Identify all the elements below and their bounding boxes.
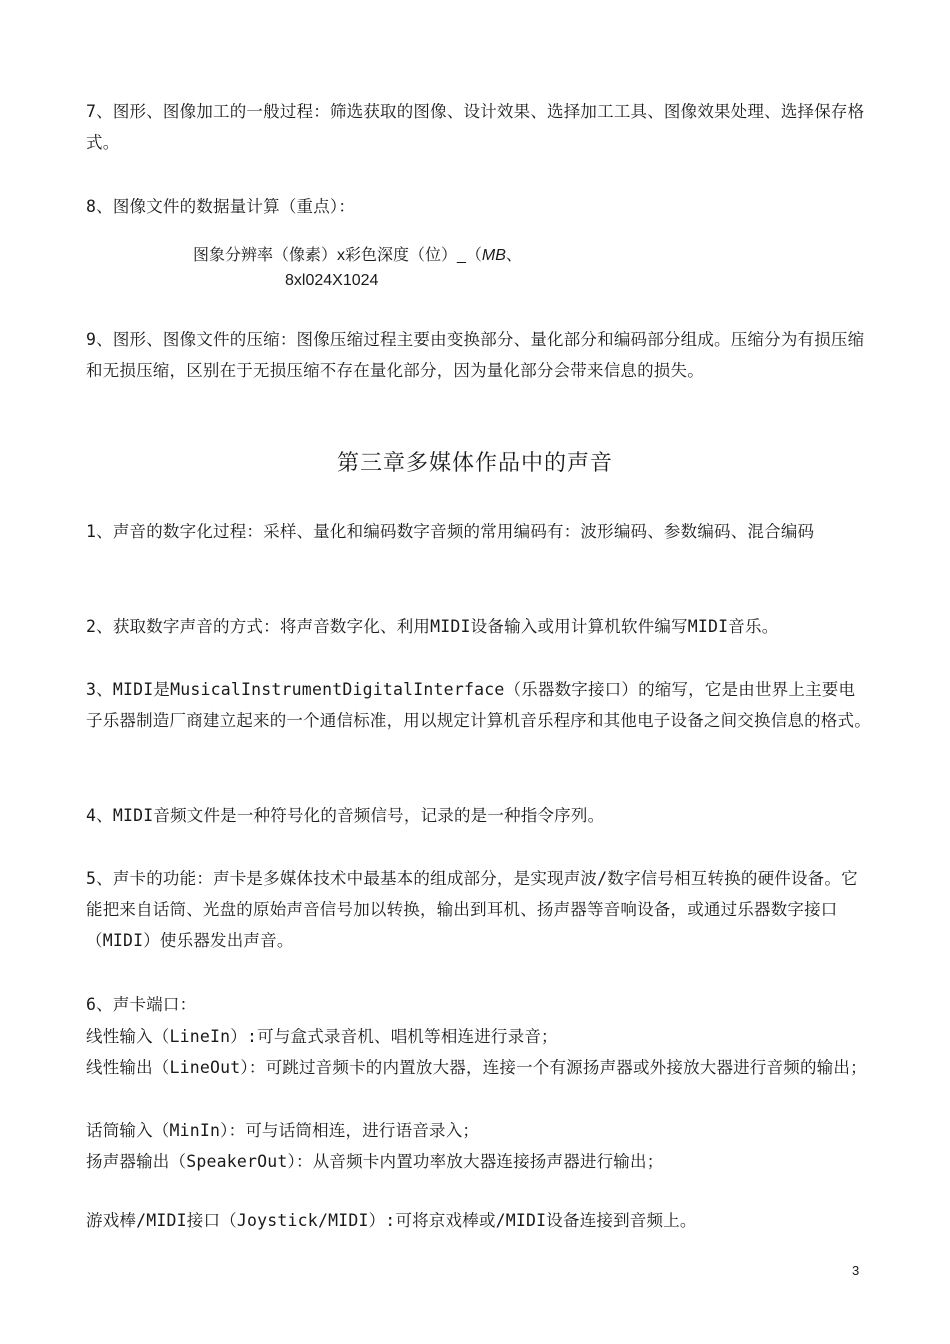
formula-unit: MB xyxy=(481,247,506,264)
port-speaker-out: 扬声器输出（SpeakerOut）：从音频卡内置功率放大器连接扬声器进行输出； xyxy=(86,1152,664,1171)
item-2-acquire-sound: 2、获取数字声音的方式：将声音数字化、利用MIDI设备输入或用计算机软件编写MIDI音乐。 xyxy=(86,617,779,636)
item-4-midi-file: 4、MIDI音频文件是一种符号化的音频信号，记录的是一种指令序列。 xyxy=(86,806,605,825)
formula-numerator xyxy=(193,245,522,267)
item-3-midi-definition: 3、MIDI是MusicalInstrumentDigitalInterface（乐器数字接口）的缩写，它是由世界上主要电子乐器制造厂商建立起来的一个通信标准，用以规定计算机音乐程序和其他电子设备之间交换信息的格式。 xyxy=(86,680,871,730)
formula-text: 图象分辨率（像素）x彩色深度（位）_（ xyxy=(193,247,482,264)
port-joystick-midi: 游戏棒/MIDI接口（Joystick/MIDI）:可将京戏棒或/MIDI设备连接到音频上。 xyxy=(86,1211,697,1230)
port-line-out: 线性输出（LineOut）：可跳过音频卡的内置放大器，连接一个有源扬声器或外接放大器进行音频的输出； xyxy=(86,1058,867,1077)
chapter-title: 第三章多媒体作品中的声音 xyxy=(336,451,613,476)
item-1-digitization: 1、声音的数字化过程：采样、量化和编码数字音频的常用编码有：波形编码、参数编码、混合编码 xyxy=(86,522,815,541)
port-line-in: 线性输入（LineIn）:可与盒式录音机、唱机等相连进行录音； xyxy=(86,1027,558,1046)
port-mic-in: 话筒输入（MinIn）：可与话筒相连，进行语音录入； xyxy=(86,1121,480,1140)
formula-tail: 、 xyxy=(505,247,522,264)
item-5-sound-card: 5、声卡的功能：声卡是多媒体技术中最基本的组成部分，是实现声波/数字信号相互转换的硬件设备。它能把来自话筒、光盘的原始声音信号加以转换，输出到耳机、扬声器等音响设备，或通过乐器数字接口（MIDI）使乐器发出声音。 xyxy=(86,869,858,950)
item-7-image-processing: 7、图形、图像加工的一般过程：筛选获取的图像、设计效果、选择加工工具、图像效果处理、选择保存格式。 xyxy=(86,102,865,152)
formula-denominator: 8xl024X1024 xyxy=(285,272,379,289)
page-number: 3 xyxy=(852,1263,860,1278)
item-9-compression: 9、图形、图像文件的压缩：图像压缩过程主要由变换部分、量化部分和编码部分组成。压缩分为有损压缩和无损压缩，区别在于无损压缩不存在量化部分，因为量化部分会带来信息的损失。 xyxy=(86,330,865,380)
item-6-sound-card-ports: 6、声卡端口： xyxy=(86,995,197,1014)
item-8-data-size: 8、图像文件的数据量计算（重点）： xyxy=(86,197,356,216)
